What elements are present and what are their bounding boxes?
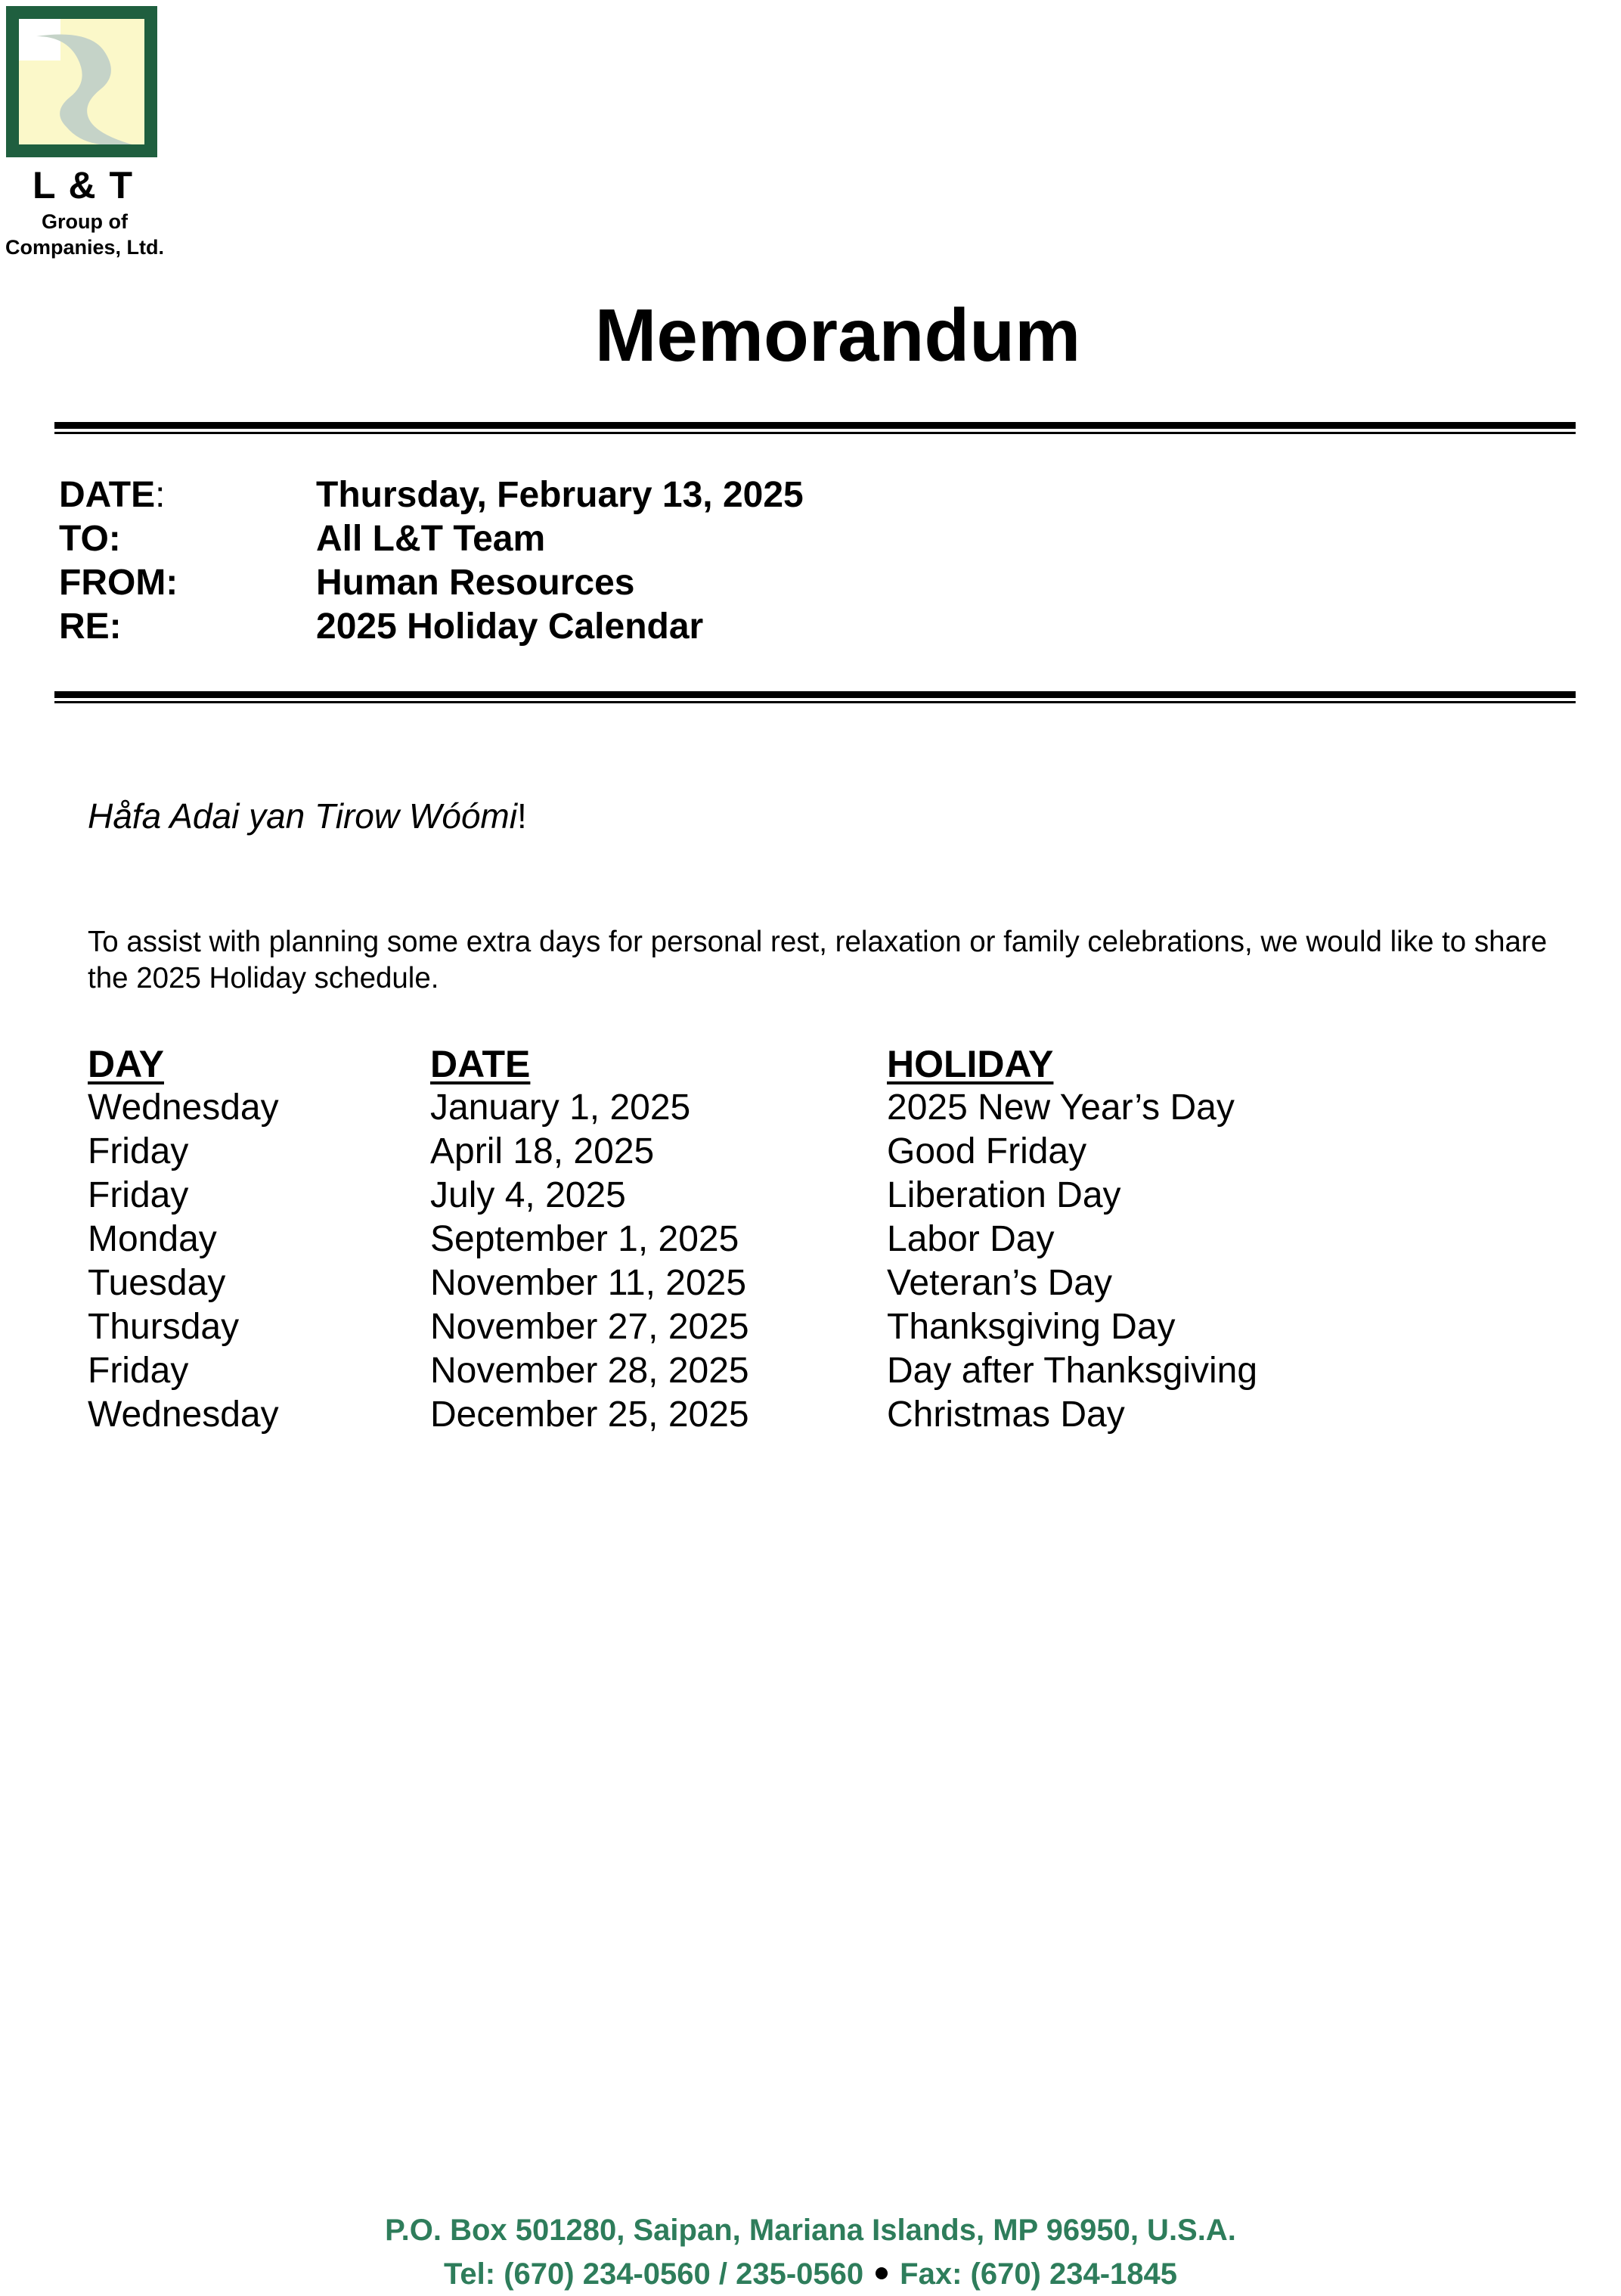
re-value: 2025 Holiday Calendar [316,607,704,647]
footer-address: P.O. Box 501280, Saipan, Mariana Islands, MP 96950, U.S.A. [385,2214,1236,2247]
table-header-holiday: HOLIDAY [887,1043,1054,1085]
row-5-day: Tuesday [88,1263,226,1303]
logo-mark-icon [6,6,157,157]
row-7-date: November 28, 2025 [430,1351,749,1391]
row-5-date: November 11, 2025 [430,1263,747,1303]
row-5-holiday: Veteran’s Day [887,1263,1112,1303]
re-label: RE: [59,607,122,647]
footer-tel: Tel: (670) 234-0560 / 235-0560 [443,2257,864,2291]
row-4-date: September 1, 2025 [430,1219,739,1259]
row-8-day: Wednesday [88,1395,279,1435]
logo-title: L & T [32,164,135,206]
row-6-day: Thursday [88,1307,240,1347]
row-1-day: Wednesday [88,1087,279,1128]
date-label: DATE: [59,475,166,515]
row-7-holiday: Day after Thanksgiving [887,1351,1258,1391]
row-8-date: December 25, 2025 [430,1395,749,1435]
row-6-date: November 27, 2025 [430,1307,749,1347]
header-bottom-rule-thick [54,691,1576,698]
row-2-day: Friday [88,1131,189,1171]
header-bottom-rule-thin [54,701,1576,703]
page-title: Memorandum [594,293,1081,377]
intro-paragraph: To assist with planning some extra days for personal rest, relaxation or family celebrations, we would like to share the 2025 Holiday schedule. [88,926,1548,994]
from-label: FROM: [59,563,178,603]
row-6-holiday: Thanksgiving Day [887,1307,1176,1347]
date-value: Thursday, February 13, 2025 [316,475,804,515]
row-7-day: Friday [88,1351,189,1391]
row-8-holiday: Christmas Day [887,1395,1125,1435]
table-header-day: DAY [88,1043,164,1085]
row-4-holiday: Labor Day [887,1219,1055,1259]
bullet-icon [876,2267,888,2279]
row-1-date: January 1, 2025 [430,1087,691,1128]
to-value: All L&T Team [316,519,546,559]
footer-contact [0,2252,1621,2296]
row-3-holiday: Liberation Day [887,1175,1121,1215]
header-top-rule-thick [54,422,1576,429]
company-logo [6,6,169,157]
header-top-rule-thin [54,432,1576,434]
row-4-day: Monday [88,1219,217,1259]
to-label: TO: [59,519,121,559]
from-value: Human Resources [316,563,635,603]
logo-subtitle [0,209,169,260]
logo-subtitle-line1: Group of [42,210,128,233]
row-1-holiday: 2025 New Year’s Day [887,1087,1235,1128]
logo-subtitle-line2: Companies, Ltd. [5,236,164,259]
greeting: Håfa Adai yan Tirow Wóómi! [88,796,527,836]
footer-fax: Fax: (670) 234-1845 [900,2257,1178,2291]
table-header-date: DATE [430,1043,531,1085]
row-3-day: Friday [88,1175,189,1215]
row-2-date: April 18, 2025 [430,1131,655,1171]
row-3-date: July 4, 2025 [430,1175,626,1215]
row-2-holiday: Good Friday [887,1131,1087,1171]
